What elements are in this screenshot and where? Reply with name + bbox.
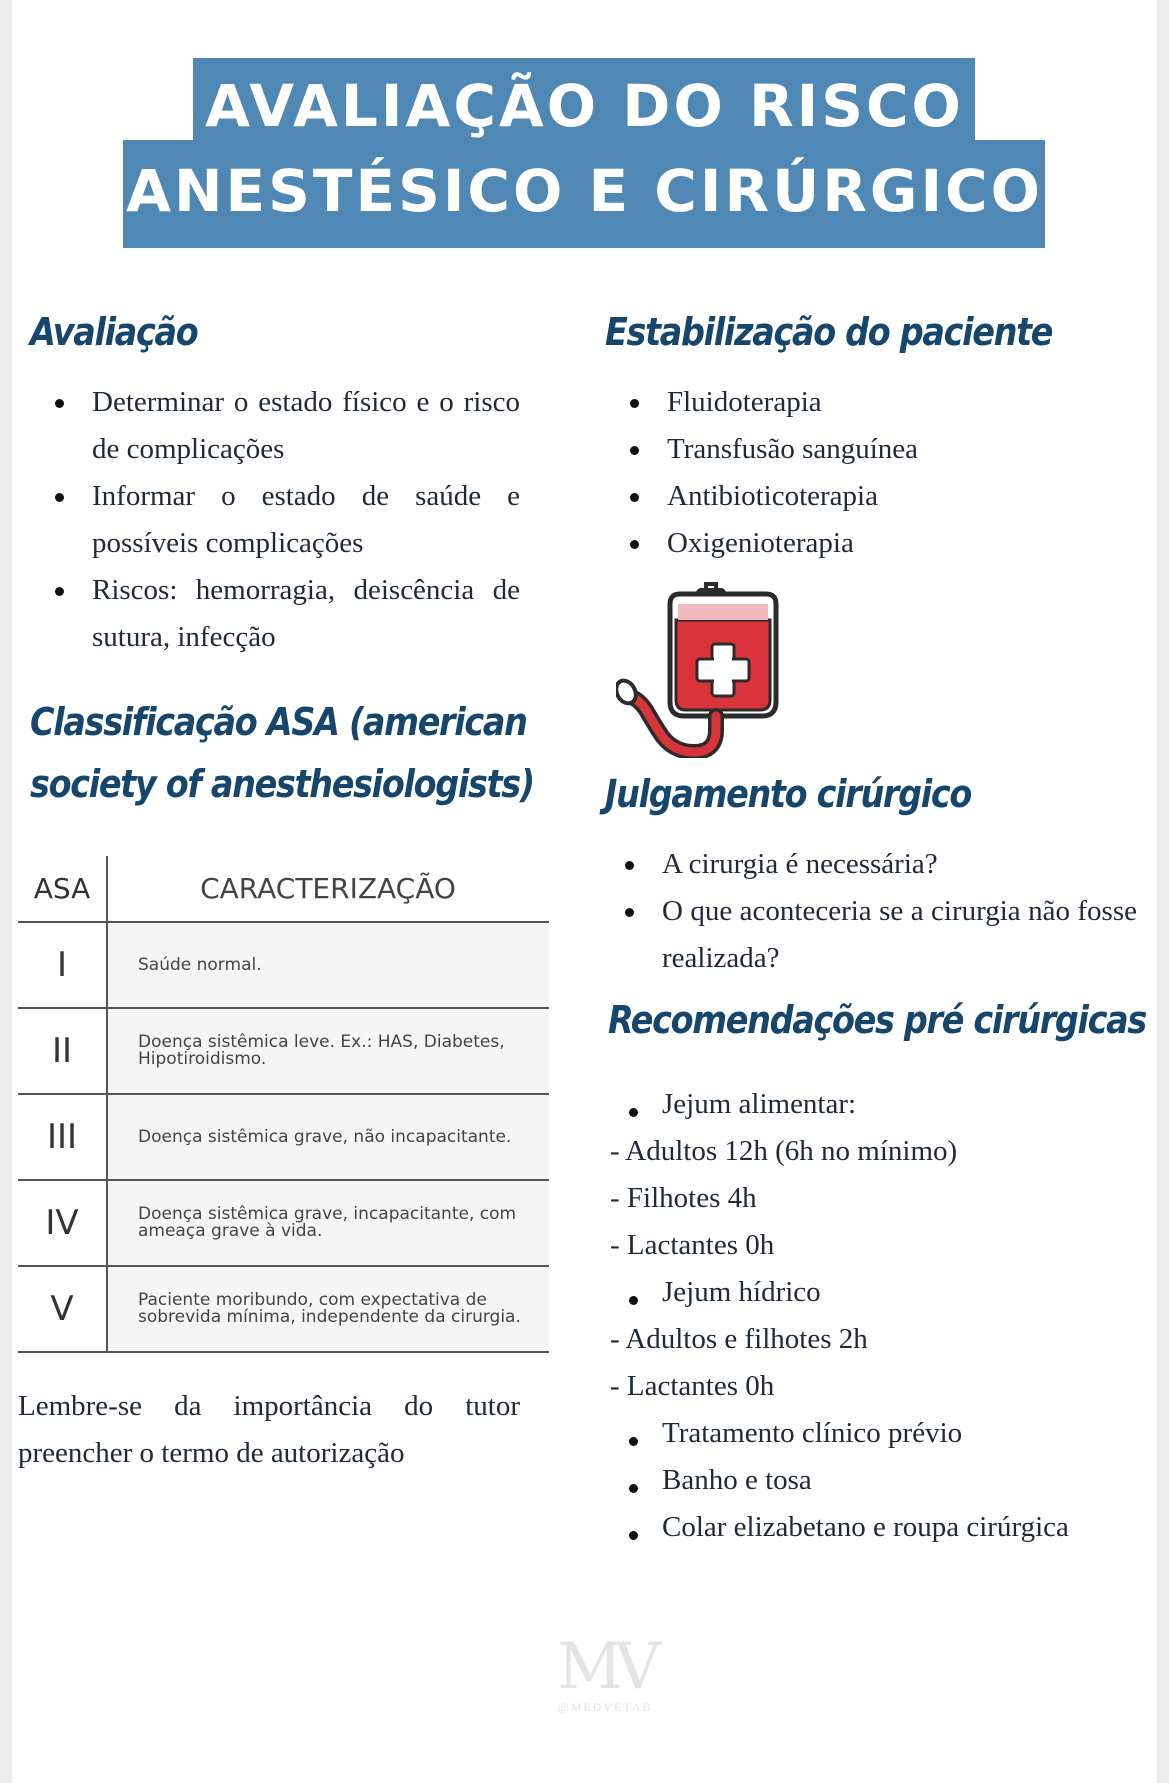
asa-description: Doença sistêmica grave, não incapacitante.	[107, 1094, 549, 1180]
page-title-line-1: AVALIAÇÃO DO RISCO	[205, 72, 964, 140]
blood-bag-icon	[616, 580, 806, 758]
bullet-dot	[629, 1108, 638, 1117]
list-item: Tratamento clínico prévio	[662, 1417, 963, 1449]
asa-description: Doença sistêmica grave, incapacitante, com ameaça grave à vida.	[107, 1180, 549, 1266]
list-item: O que aconteceria se a cirurgia não fosse realizada?	[600, 888, 1137, 982]
asa-description: Saúde normal.	[107, 922, 549, 1008]
asa-heading-line-1: Classificação ASA (american	[30, 700, 527, 744]
list-item: Antibioticoterapia	[605, 473, 1125, 520]
bullet-dot	[629, 1531, 638, 1540]
watermark	[545, 1630, 665, 1715]
asa-class: II	[18, 1008, 107, 1094]
recomendacoes-heading: Recomendações pré cirúrgicas	[608, 998, 1146, 1042]
bullet-dot	[629, 1296, 638, 1305]
estabilizacao-list	[605, 379, 1125, 567]
list-item: A cirurgia é necessária?	[600, 841, 1137, 888]
table-row	[18, 1266, 549, 1352]
list-item: - Adultos 12h (6h no mínimo)	[610, 1135, 958, 1167]
list-item: Fluidoterapia	[605, 379, 1125, 426]
asa-class: IV	[18, 1180, 107, 1266]
avaliacao-list	[30, 379, 520, 661]
list-item: Colar elizabetano e roupa cirúrgica	[662, 1511, 1069, 1543]
julgamento-heading: Julgamento cirúrgico	[605, 772, 972, 816]
table-header-caracterizacao: CARACTERIZAÇÃO	[107, 856, 549, 922]
bullet-dot	[629, 1484, 638, 1493]
table-row	[18, 1008, 549, 1094]
table-row	[18, 922, 549, 1008]
table-row	[18, 1094, 549, 1180]
list-item: Jejum hídrico	[662, 1276, 821, 1308]
asa-heading-line-2: society of anesthesiologists)	[30, 762, 534, 806]
page-title-line-2: ANESTÉSICO E CIRÚRGICO	[126, 157, 1043, 225]
watermark-text: @MEDVETAB	[557, 1700, 653, 1714]
list-item: Jejum alimentar:	[662, 1088, 857, 1120]
asa-table	[18, 856, 549, 1353]
list-item: Determinar o estado físico e o risco de complicações	[30, 379, 520, 473]
asa-class: III	[18, 1094, 107, 1180]
estabilizacao-heading: Estabilização do paciente	[605, 310, 1053, 354]
list-item: Informar o estado de saúde e possíveis complicações	[30, 473, 520, 567]
list-item: - Adultos e filhotes 2h	[610, 1323, 868, 1355]
list-item: - Lactantes 0h	[610, 1229, 775, 1261]
reminder-text: Lembre-se da importância do tutor preencher o termo de autorização	[18, 1390, 520, 1469]
bullet-dot	[629, 1437, 638, 1446]
julgamento-list	[600, 841, 1137, 982]
table-header-asa: ASA	[18, 856, 107, 922]
asa-class: V	[18, 1266, 107, 1352]
asa-description: Paciente moribundo, com expectativa de sobrevida mínima, independente da cirurgia.	[107, 1266, 549, 1352]
list-item: - Lactantes 0h	[610, 1370, 775, 1402]
list-item: - Filhotes 4h	[610, 1182, 757, 1214]
avaliacao-heading: Avaliação	[30, 310, 198, 354]
table-row	[18, 1180, 549, 1266]
asa-class: I	[18, 922, 107, 1008]
list-item: Banho e tosa	[662, 1464, 812, 1496]
list-item: Oxigenioterapia	[605, 520, 1125, 567]
list-item: Riscos: hemorragia, deiscência de sutura, infecção	[30, 567, 520, 661]
table-header-row	[18, 856, 549, 922]
watermark-logo: MV	[557, 1630, 653, 1704]
list-item: Transfusão sanguínea	[605, 426, 1125, 473]
asa-description: Doença sistêmica leve. Ex.: HAS, Diabetes, Hipotiroidismo.	[107, 1008, 549, 1094]
